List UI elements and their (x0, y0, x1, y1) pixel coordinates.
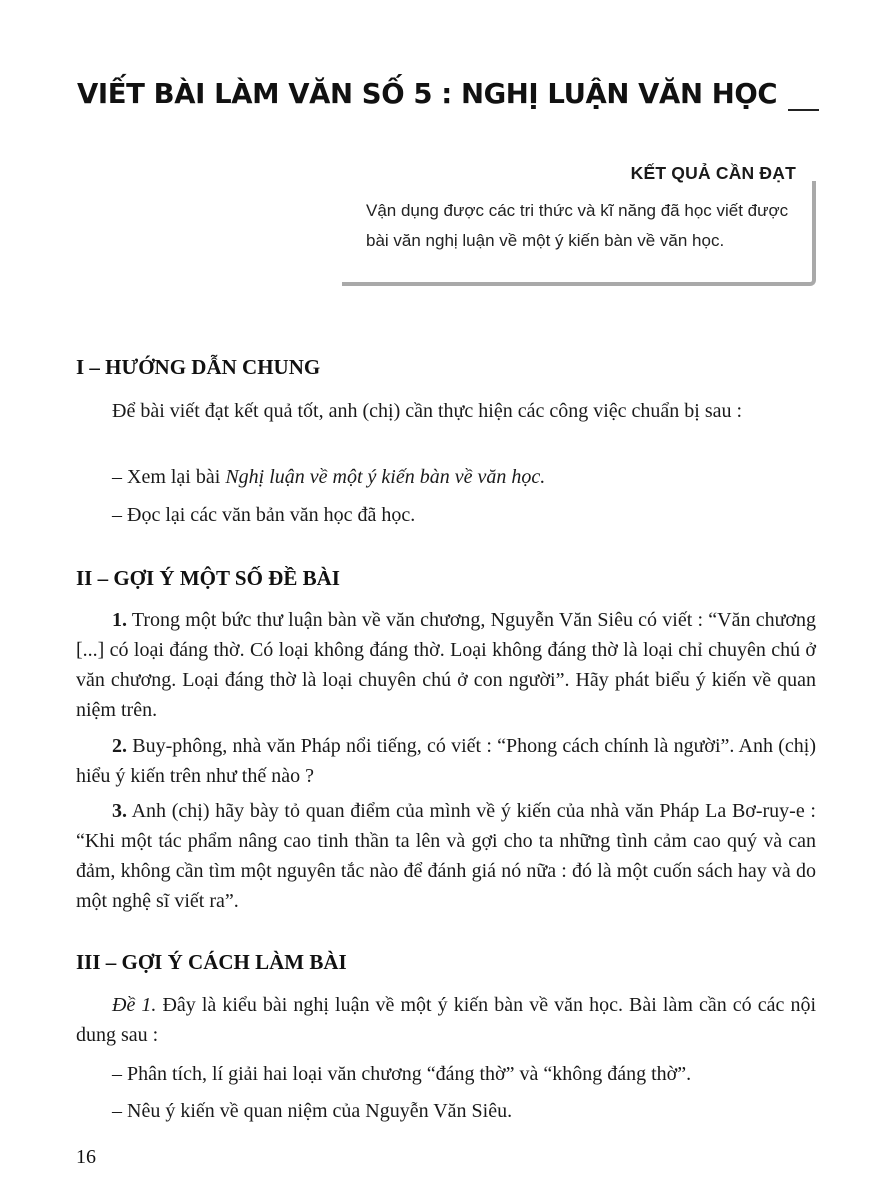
topic-3 (76, 796, 816, 916)
section-3-intro (76, 990, 816, 1050)
section-3-item-2: – Nêu ý kiến về quan niệm của Nguyễn Văn Siêu. (112, 1100, 513, 1122)
topic-2 (76, 731, 816, 791)
section-1-item-1-prefix: – Xem lại bài (112, 466, 226, 488)
section-2-heading: II – GỢI Ý MỘT SỐ ĐỀ BÀI (76, 566, 340, 590)
section-3-heading: III – GỢI Ý CÁCH LÀM BÀI (76, 950, 347, 974)
section-1-item-1 (112, 462, 816, 492)
topic-1-text: Trong một bức thư luận bàn về văn chương, Nguyễn Văn Siêu có viết : “Văn chương [...] có loại đáng thờ. Có loại không đáng thờ. Loại không đáng thờ là loại chỉ chuyên chú ở văn chương. Loại đáng thờ là loại chuyên chú ở con người”. Hãy phát biểu ý kiến về quan niệm trên. (76, 609, 816, 721)
goal-heading: KẾT QUẢ CẦN ĐẠT (630, 163, 796, 183)
topic-1-number: 1. (112, 609, 127, 631)
title-underline (788, 109, 819, 111)
topic-3-number: 3. (112, 800, 127, 822)
section-3-intro-label: Đề 1. (112, 994, 157, 1016)
section-3-item-1: – Phân tích, lí giải hai loại văn chương “đáng thờ” và “không đáng thờ”. (112, 1063, 692, 1085)
section-1-heading: I – HƯỚNG DẪN CHUNG (76, 355, 321, 379)
topic-2-text: Buy-phông, nhà văn Pháp nổi tiếng, có viết : “Phong cách chính là người”. Anh (chị) hiểu ý kiến trên như thế nào ? (76, 735, 816, 787)
topic-3-text: Anh (chị) hãy bày tỏ quan điểm của mình về ý kiến của nhà văn Pháp La Bơ-ruy-e : “Khi một tác phẩm nâng cao tinh thần ta lên và gợi cho ta những tình cảm cao quý và can đảm, không cần tìm một nguyên tắc nào để đánh giá nó nữa : đó là một cuốn sách hay và do một nghệ sĩ viết ra”. (76, 800, 816, 912)
section-1-item-1-title: Nghị luận về một ý kiến bàn về văn học. (225, 466, 546, 488)
topic-1 (76, 605, 816, 725)
goal-text: Vận dụng được các tri thức và kĩ năng đã học viết được bài văn nghị luận về một ý kiến bàn về văn học. (366, 201, 789, 250)
page-number: 16 (76, 1146, 96, 1168)
lesson-title-block (77, 78, 822, 118)
topic-2-number: 2. (112, 735, 127, 757)
section-3-intro-text: Đây là kiểu bài nghị luận về một ý kiến bàn về văn học. Bài làm cần có các nội dung sau : (76, 994, 817, 1046)
section-1-intro: Để bài viết đạt kết quả tốt, anh (chị) cần thực hiện các công việc chuẩn bị sau : (112, 400, 743, 422)
lesson-title: VIẾT BÀI LÀM VĂN SỐ 5 : NGHỊ LUẬN VĂN HỌC (77, 78, 778, 110)
section-1-item-2: – Đọc lại các văn bản văn học đã học. (112, 504, 416, 526)
